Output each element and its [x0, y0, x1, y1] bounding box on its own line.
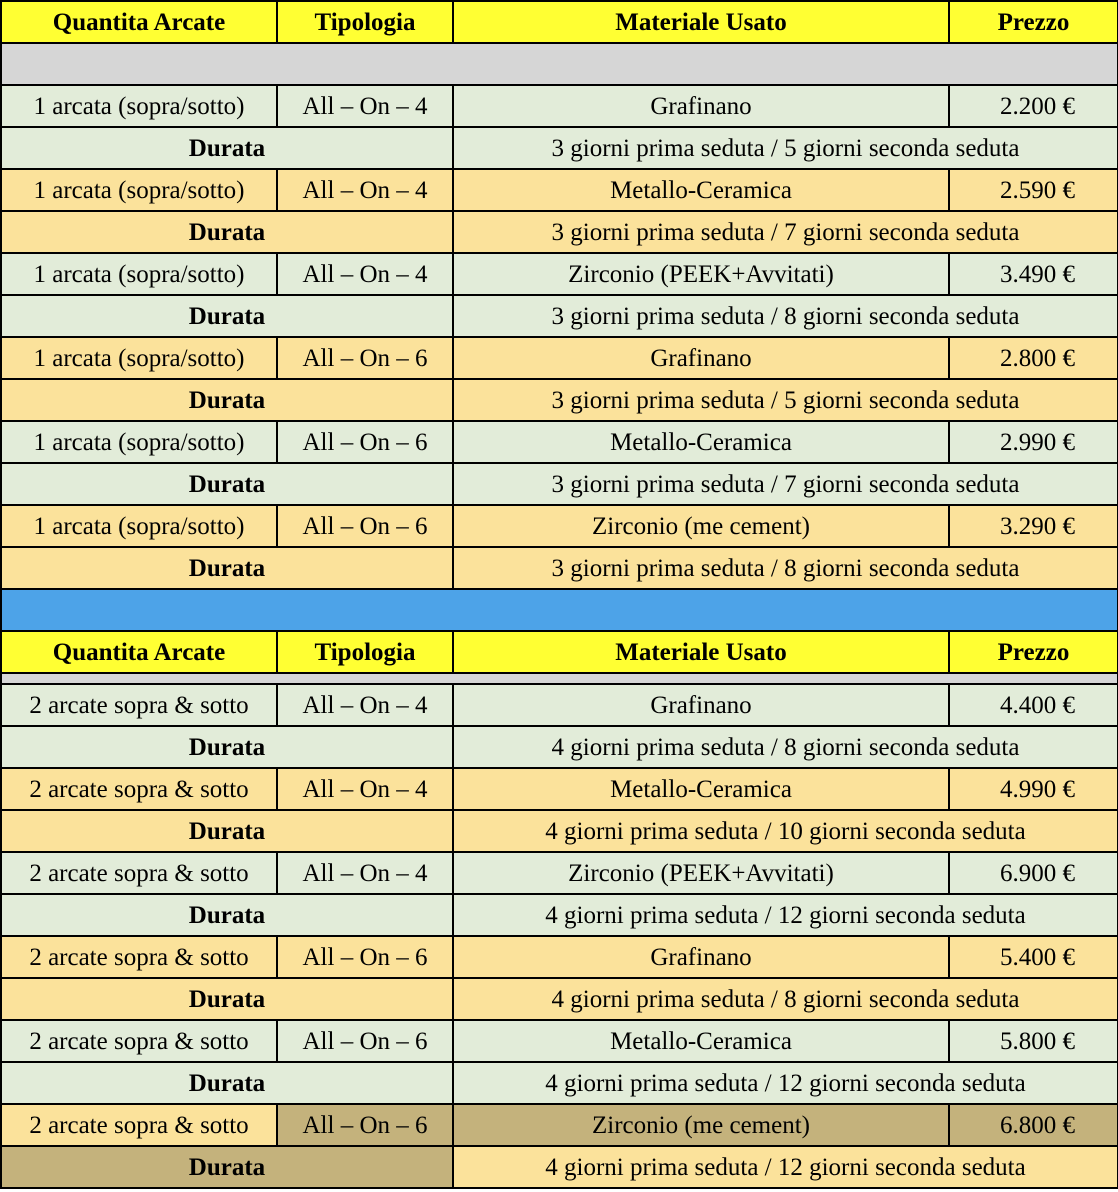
duration-row — [1, 894, 1118, 936]
cell-tipologia: All – On – 6 — [277, 505, 453, 547]
durata-value: 3 giorni prima seduta / 5 giorni seconda seduta — [453, 379, 1118, 421]
table-row — [1, 337, 1118, 379]
duration-row — [1, 810, 1118, 852]
cell-materiale: Grafinano — [453, 684, 949, 726]
durata-value: 4 giorni prima seduta / 10 giorni seconda seduta — [453, 810, 1118, 852]
header-tipologia: Tipologia — [277, 631, 453, 673]
durata-label: Durata — [1, 463, 453, 505]
durata-value: 3 giorni prima seduta / 8 giorni seconda seduta — [453, 295, 1118, 337]
cell-quantita: 2 arcate sopra & sotto — [1, 852, 277, 894]
cell-materiale: Zirconio (me cement) — [453, 505, 949, 547]
table-row — [1, 253, 1118, 295]
durata-label: Durata — [1, 295, 453, 337]
duration-row — [1, 726, 1118, 768]
cell-quantita: 1 arcata (sopra/sotto) — [1, 337, 277, 379]
cell-quantita: 1 arcata (sopra/sotto) — [1, 505, 277, 547]
cell-prezzo: 3.490 € — [949, 253, 1118, 295]
cell-tipologia: All – On – 4 — [277, 169, 453, 211]
cell-tipologia: All – On – 4 — [277, 684, 453, 726]
table-row — [1, 505, 1118, 547]
header-quantita: Quantita Arcate — [1, 1, 277, 43]
header-quantita: Quantita Arcate — [1, 631, 277, 673]
cell-tipologia: All – On – 6 — [277, 1020, 453, 1062]
cell-materiale: Grafinano — [453, 85, 949, 127]
durata-value: 3 giorni prima seduta / 7 giorni seconda seduta — [453, 211, 1118, 253]
duration-row — [1, 547, 1118, 589]
header-row-2 — [1, 631, 1118, 673]
durata-value: 4 giorni prima seduta / 12 giorni seconda seduta — [453, 1146, 1118, 1188]
cell-tipologia: All – On – 6 — [277, 337, 453, 379]
cell-materiale: Zirconio (me cement) — [453, 1104, 949, 1146]
cell-quantita: 2 arcate sopra & sotto — [1, 936, 277, 978]
cell-prezzo: 2.590 € — [949, 169, 1118, 211]
cell-quantita: 2 arcate sopra & sotto — [1, 1104, 277, 1146]
cell-prezzo: 6.900 € — [949, 852, 1118, 894]
separator-gray — [1, 43, 1118, 85]
durata-value: 4 giorni prima seduta / 8 giorni seconda seduta — [453, 978, 1118, 1020]
cell-prezzo: 2.200 € — [949, 85, 1118, 127]
cell-materiale: Zirconio (PEEK+Avvitati) — [453, 253, 949, 295]
cell-quantita: 1 arcata (sopra/sotto) — [1, 253, 277, 295]
duration-row — [1, 463, 1118, 505]
table-row — [1, 1104, 1118, 1146]
cell-materiale: Grafinano — [453, 936, 949, 978]
durata-value: 4 giorni prima seduta / 8 giorni seconda seduta — [453, 726, 1118, 768]
cell-prezzo: 2.990 € — [949, 421, 1118, 463]
header-materiale: Materiale Usato — [453, 1, 949, 43]
durata-label: Durata — [1, 379, 453, 421]
cell-materiale: Zirconio (PEEK+Avvitati) — [453, 852, 949, 894]
cell-quantita: 1 arcata (sopra/sotto) — [1, 85, 277, 127]
durata-value: 3 giorni prima seduta / 7 giorni seconda seduta — [453, 463, 1118, 505]
durata-label: Durata — [1, 894, 453, 936]
durata-label: Durata — [1, 127, 453, 169]
cell-materiale: Metallo-Ceramica — [453, 1020, 949, 1062]
durata-value: 3 giorni prima seduta / 8 giorni seconda seduta — [453, 547, 1118, 589]
cell-quantita: 2 arcate sopra & sotto — [1, 768, 277, 810]
durata-label: Durata — [1, 1146, 453, 1188]
cell-prezzo: 2.800 € — [949, 337, 1118, 379]
header-materiale: Materiale Usato — [453, 631, 949, 673]
durata-label: Durata — [1, 547, 453, 589]
cell-prezzo: 3.290 € — [949, 505, 1118, 547]
header-row-1 — [1, 1, 1118, 43]
durata-label: Durata — [1, 211, 453, 253]
cell-tipologia: All – On – 4 — [277, 85, 453, 127]
table-row — [1, 936, 1118, 978]
cell-tipologia: All – On – 6 — [277, 936, 453, 978]
durata-label: Durata — [1, 726, 453, 768]
table-row — [1, 768, 1118, 810]
table-row — [1, 684, 1118, 726]
cell-tipologia: All – On – 4 — [277, 852, 453, 894]
cell-quantita: 2 arcate sopra & sotto — [1, 1020, 277, 1062]
header-tipologia: Tipologia — [277, 1, 453, 43]
cell-tipologia: All – On – 4 — [277, 253, 453, 295]
cell-materiale: Metallo-Ceramica — [453, 768, 949, 810]
durata-value: 4 giorni prima seduta / 12 giorni seconda seduta — [453, 894, 1118, 936]
cell-prezzo: 4.400 € — [949, 684, 1118, 726]
cell-materiale: Metallo-Ceramica — [453, 169, 949, 211]
header-prezzo: Prezzo — [949, 1, 1118, 43]
table-row — [1, 421, 1118, 463]
cell-prezzo: 5.800 € — [949, 1020, 1118, 1062]
duration-row — [1, 379, 1118, 421]
durata-label: Durata — [1, 978, 453, 1020]
cell-materiale: Metallo-Ceramica — [453, 421, 949, 463]
durata-label: Durata — [1, 810, 453, 852]
cell-tipologia: All – On – 6 — [277, 421, 453, 463]
duration-row — [1, 127, 1118, 169]
duration-row — [1, 211, 1118, 253]
duration-row — [1, 1146, 1118, 1188]
table-row — [1, 852, 1118, 894]
separator-cell — [1, 43, 1118, 85]
table-row — [1, 1020, 1118, 1062]
separator-blue — [1, 589, 1118, 631]
separator-cell — [1, 673, 1118, 684]
durata-label: Durata — [1, 1062, 453, 1104]
duration-row — [1, 1062, 1118, 1104]
cell-quantita: 1 arcata (sopra/sotto) — [1, 169, 277, 211]
table-row — [1, 85, 1118, 127]
cell-materiale: Grafinano — [453, 337, 949, 379]
cell-quantita: 1 arcata (sopra/sotto) — [1, 421, 277, 463]
separator-gray — [1, 673, 1118, 684]
header-prezzo: Prezzo — [949, 631, 1118, 673]
cell-quantita: 2 arcate sopra & sotto — [1, 684, 277, 726]
duration-row — [1, 978, 1118, 1020]
table-row — [1, 169, 1118, 211]
cell-prezzo: 6.800 € — [949, 1104, 1118, 1146]
cell-tipologia: All – On – 4 — [277, 768, 453, 810]
durata-value: 3 giorni prima seduta / 5 giorni seconda seduta — [453, 127, 1118, 169]
cell-prezzo: 5.400 € — [949, 936, 1118, 978]
separator-cell — [1, 589, 1118, 631]
durata-value: 4 giorni prima seduta / 12 giorni seconda seduta — [453, 1062, 1118, 1104]
cell-tipologia: All – On – 6 — [277, 1104, 453, 1146]
duration-row — [1, 295, 1118, 337]
cell-prezzo: 4.990 € — [949, 768, 1118, 810]
